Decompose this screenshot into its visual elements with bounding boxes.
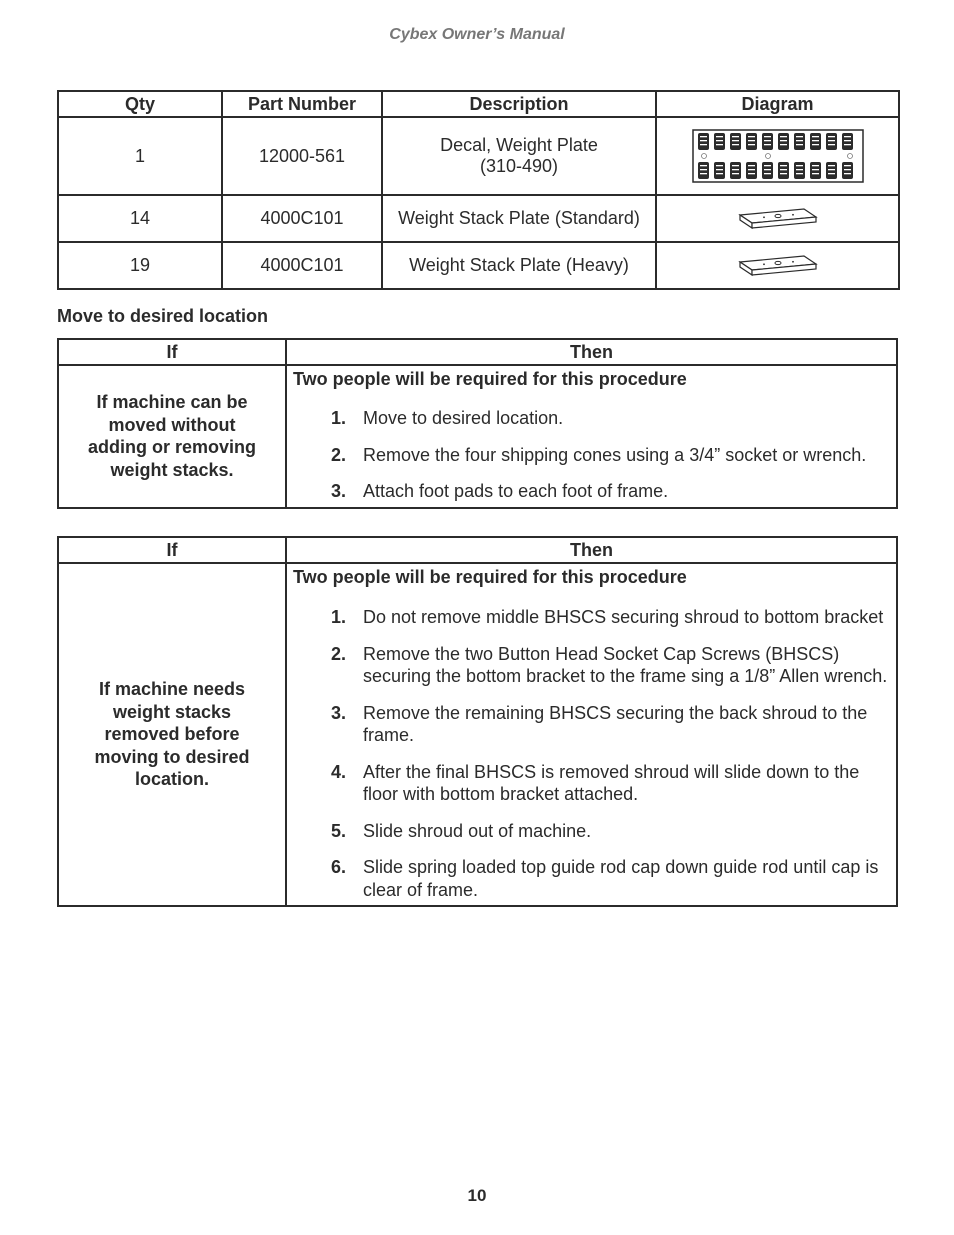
decal-tab xyxy=(714,133,725,150)
table-row xyxy=(58,242,899,289)
if-header: If xyxy=(58,339,286,365)
condition-line: If machine needs xyxy=(98,679,246,700)
procedure-intro: Two people will be required for this procedure xyxy=(293,567,687,587)
decal-tab-mark xyxy=(700,144,707,145)
decal-tab xyxy=(778,162,789,179)
decal-tab-mark xyxy=(716,173,723,174)
condition-line: If machine can be xyxy=(96,392,248,413)
decal-tab-mark xyxy=(748,140,755,141)
section-heading: Move to desired location xyxy=(57,306,269,326)
step-text: Do not remove middle BHSCS securing shroud to bottom bracket xyxy=(363,607,884,627)
decal-tab-mark xyxy=(780,165,787,166)
condition-line: moved without xyxy=(108,414,236,435)
step-number: 2. xyxy=(331,444,347,465)
decal-tab-mark xyxy=(764,169,771,170)
decal-tab-mark xyxy=(716,140,723,141)
decal-tab xyxy=(714,162,725,179)
parts-table xyxy=(57,90,900,290)
decal-tab-mark xyxy=(796,144,803,145)
decal-tab-mark xyxy=(716,136,723,137)
condition-line: moving to desired xyxy=(94,746,250,767)
condition-line: removed before xyxy=(104,724,240,745)
decal-tab-mark xyxy=(748,165,755,166)
step-text: Slide spring loaded top guide rod cap down guide rod until cap is clear of frame. xyxy=(363,857,879,900)
decal-tab-mark xyxy=(844,169,851,170)
decal-tab xyxy=(794,133,805,150)
page-number: 10 xyxy=(467,1186,487,1205)
part-number-cell: 4000C101 xyxy=(222,195,382,242)
decal-tab-mark xyxy=(764,165,771,166)
part-number-cell: 4000C101 xyxy=(222,242,382,289)
decal-tab-mark xyxy=(748,173,755,174)
procedure-steps xyxy=(293,407,888,503)
decal-tab xyxy=(698,162,709,179)
list-item xyxy=(293,606,888,629)
description-cell xyxy=(382,117,656,195)
condition-line: adding or removing xyxy=(87,437,256,458)
procedure-cell xyxy=(286,563,897,906)
weight-plate-icon xyxy=(738,207,818,231)
list-item xyxy=(293,856,888,901)
decal-tab-mark xyxy=(700,173,707,174)
step-number: 3. xyxy=(331,481,347,501)
decal-tab xyxy=(746,162,757,179)
step-text: After the final BHSCS is removed shroud will slide down to the floor with bottom bracket attached. xyxy=(363,761,860,804)
if-then-header-row xyxy=(58,537,897,563)
list-item xyxy=(293,820,888,843)
decal-tab-mark xyxy=(764,136,771,137)
decal-tab-mark xyxy=(732,140,739,141)
step-number: 4. xyxy=(331,761,347,782)
decal-tab xyxy=(794,162,805,179)
part-number-cell: 12000-561 xyxy=(222,117,382,195)
decal-tab-mark xyxy=(828,165,835,166)
decal-tab-mark xyxy=(748,136,755,137)
decal-tab-mark xyxy=(812,165,819,166)
step-number: 6. xyxy=(331,857,347,877)
decal-tab-mark xyxy=(732,165,739,166)
decal-tab-mark xyxy=(716,144,723,145)
table-row xyxy=(58,117,899,195)
if-then-header-row xyxy=(58,339,897,365)
diagram-cell xyxy=(656,117,899,195)
list-item xyxy=(293,643,888,688)
condition-cell xyxy=(58,563,286,906)
decal-tab-mark xyxy=(732,136,739,137)
decal-tab-mark xyxy=(780,173,787,174)
decal-tab xyxy=(810,162,821,179)
description-line: Decal, Weight Plate xyxy=(440,135,598,155)
qty-cell: 19 xyxy=(58,242,222,289)
decal-tab-mark xyxy=(732,169,739,170)
diagram-cell xyxy=(656,242,899,289)
qty-cell: 14 xyxy=(58,195,222,242)
condition-line: weight stacks. xyxy=(110,459,234,480)
decal-tab-mark xyxy=(748,169,755,170)
decal-tab-mark xyxy=(700,169,707,170)
decal-tab-mark xyxy=(828,136,835,137)
qty-cell: 1 xyxy=(58,117,222,195)
procedure-steps xyxy=(293,606,888,901)
diagram-header: Diagram xyxy=(656,91,899,117)
decal-tab xyxy=(842,162,853,179)
parts-table-header-row xyxy=(58,91,899,117)
list-item xyxy=(293,702,888,747)
description-cell: Weight Stack Plate (Heavy) xyxy=(382,242,656,289)
table-row xyxy=(58,563,897,906)
decal-tab-mark xyxy=(812,173,819,174)
decal-tab-mark xyxy=(700,165,707,166)
step-text: Remove the four shipping cones using a 3/4” socket or wrench. xyxy=(363,444,867,465)
step-number: 3. xyxy=(331,702,347,723)
weight-plate-icon xyxy=(738,254,818,278)
decal-tab-mark xyxy=(716,169,723,170)
if-header: If xyxy=(58,537,286,563)
procedure-intro: Two people will be required for this procedure xyxy=(293,369,687,389)
decal-tab-mark xyxy=(732,173,739,174)
decal-tab-mark xyxy=(764,140,771,141)
decal-tab-mark xyxy=(812,140,819,141)
step-number: 2. xyxy=(331,643,347,664)
condition-line: weight stacks xyxy=(112,701,232,722)
part-number-header: Part Number xyxy=(222,91,382,117)
decal-tab xyxy=(762,162,773,179)
decal-tab-mark xyxy=(716,165,723,166)
decal-tab-mark xyxy=(844,165,851,166)
decal-tab-mark xyxy=(764,173,771,174)
table-row xyxy=(58,195,899,242)
decal-tab-mark xyxy=(764,144,771,145)
step-text: Slide shroud out of machine. xyxy=(363,820,592,841)
decal-tab xyxy=(778,133,789,150)
decal-tab-mark xyxy=(844,140,851,141)
decal-tab-mark xyxy=(812,169,819,170)
list-item xyxy=(293,444,888,467)
description-header: Description xyxy=(382,91,656,117)
step-number: 5. xyxy=(331,820,347,841)
qty-header: Qty xyxy=(58,91,222,117)
decal-tab-mark xyxy=(828,169,835,170)
step-text: Move to desired location. xyxy=(363,408,564,428)
decal-tab-mark xyxy=(796,169,803,170)
then-header: Then xyxy=(286,537,897,563)
description-cell: Weight Stack Plate (Standard) xyxy=(382,195,656,242)
diagram-cell xyxy=(656,195,899,242)
decal-tab-mark xyxy=(828,173,835,174)
decal-tab-mark xyxy=(700,136,707,137)
decal-tab xyxy=(826,133,837,150)
description-line: (310-490) xyxy=(479,156,559,176)
decal-tab-mark xyxy=(828,140,835,141)
decal-tab xyxy=(762,133,773,150)
step-number: 1. xyxy=(331,408,347,428)
if-then-table xyxy=(57,536,898,907)
step-text: Remove the two Button Head Socket Cap Screws (BHSCS) securing the bottom bracket to the frame sing a 1/8” Allen wrench. xyxy=(363,643,888,686)
decal-tab xyxy=(746,133,757,150)
decal-tab-mark xyxy=(796,165,803,166)
decal-tab xyxy=(826,162,837,179)
decal-sheet-icon xyxy=(692,129,864,183)
decal-tab-mark xyxy=(844,136,851,137)
decal-tab-mark xyxy=(780,169,787,170)
step-text: Attach foot pads to each foot of frame. xyxy=(363,481,669,501)
decal-tab xyxy=(842,133,853,150)
then-header: Then xyxy=(286,339,897,365)
condition-line: location. xyxy=(134,769,209,790)
decal-tab-mark xyxy=(780,144,787,145)
decal-tab-mark xyxy=(796,173,803,174)
step-number: 1. xyxy=(331,607,347,627)
decal-tab-mark xyxy=(780,140,787,141)
if-then-table xyxy=(57,338,898,509)
list-item xyxy=(293,480,888,503)
decal-tab xyxy=(730,133,741,150)
step-text: Remove the remaining BHSCS securing the back shroud to the frame. xyxy=(363,702,868,745)
decal-tab-mark xyxy=(796,136,803,137)
list-item xyxy=(293,407,888,430)
decal-tab-mark xyxy=(844,144,851,145)
decal-tab-mark xyxy=(780,136,787,137)
decal-tab-mark xyxy=(828,144,835,145)
decal-tab-mark xyxy=(732,144,739,145)
table-row xyxy=(58,365,897,508)
condition-cell xyxy=(58,365,286,508)
decal-tab-mark xyxy=(812,136,819,137)
decal-tab-mark xyxy=(796,140,803,141)
decal-tab xyxy=(810,133,821,150)
decal-tab-mark xyxy=(748,144,755,145)
decal-tab xyxy=(730,162,741,179)
decal-tab-mark xyxy=(844,173,851,174)
page-header-title: Cybex Owner’s Manual xyxy=(389,26,565,43)
decal-tab-mark xyxy=(812,144,819,145)
procedure-cell xyxy=(286,365,897,508)
decal-tab xyxy=(698,133,709,150)
decal-tab-mark xyxy=(700,140,707,141)
list-item xyxy=(293,761,888,806)
